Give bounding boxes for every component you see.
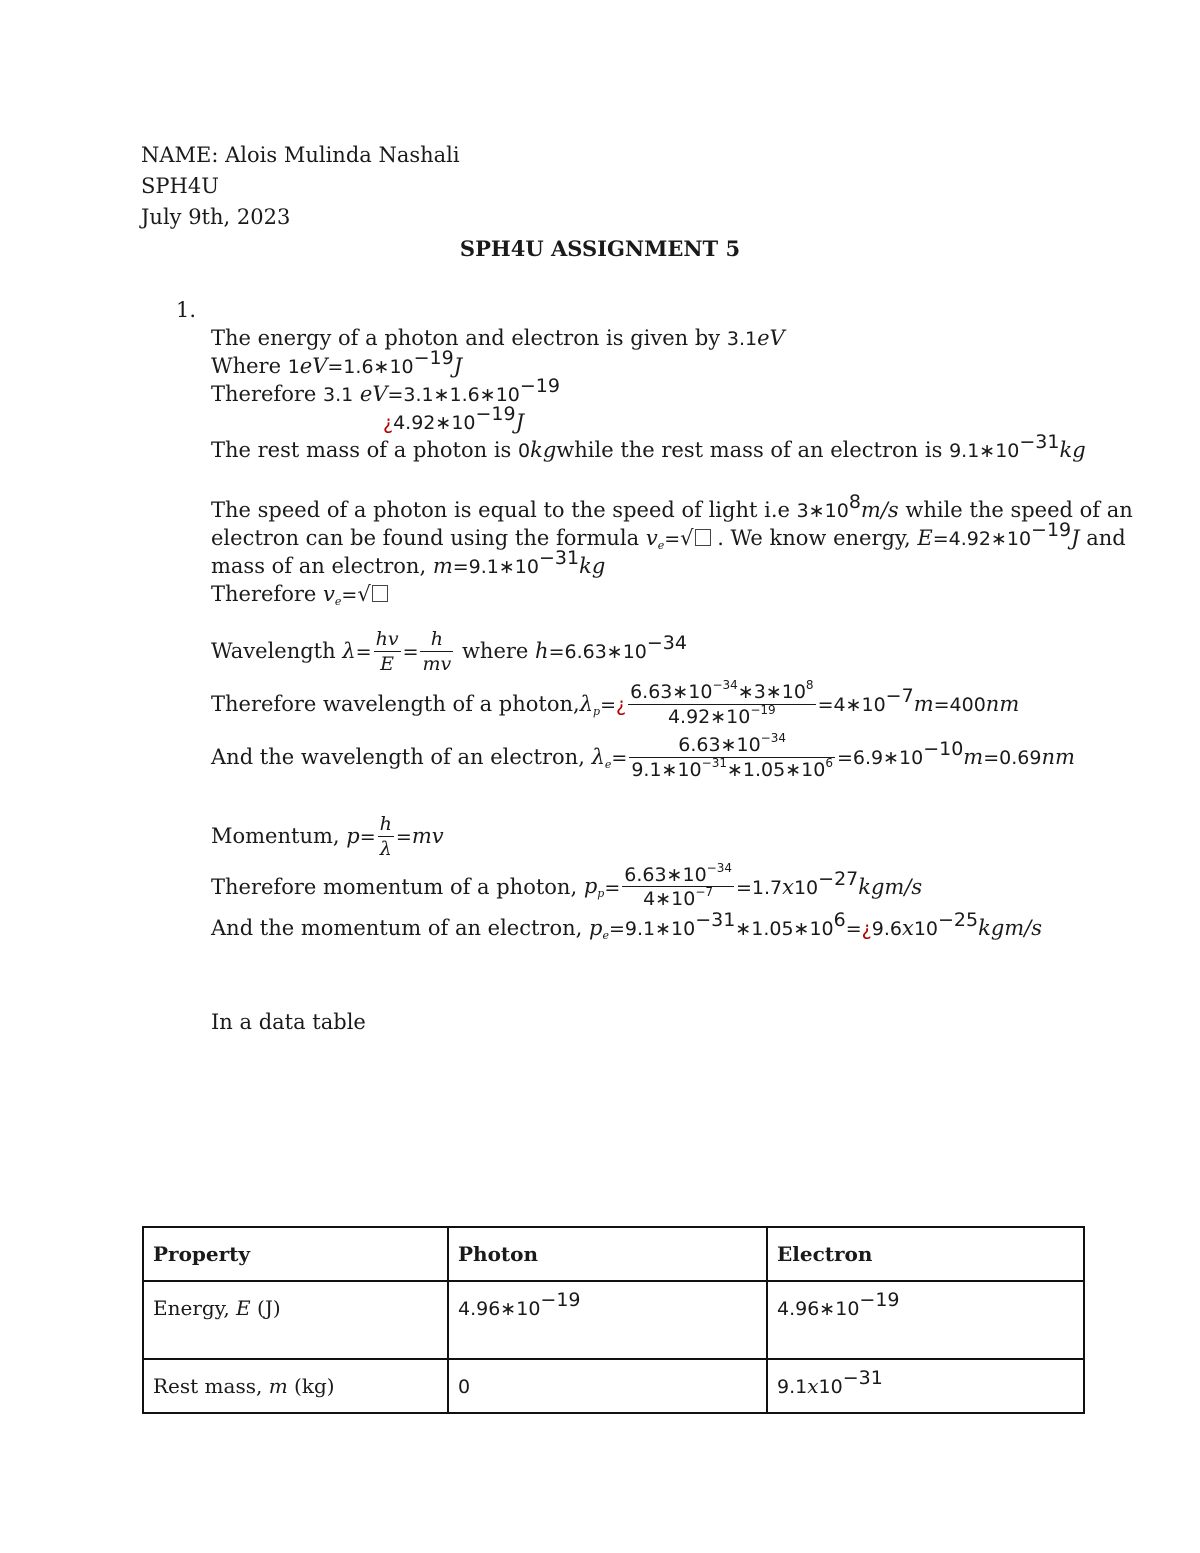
- rest-mass-electron-exp: −31: [1019, 431, 1060, 453]
- table-intro: In a data table: [211, 1010, 366, 1035]
- electron-text-b: . We know energy,: [717, 526, 911, 550]
- speed-of-light: 3∗10: [796, 500, 849, 522]
- photon-wl-num: 6.63∗10: [630, 680, 713, 703]
- table-cell-property: [143, 1359, 448, 1413]
- data-table: [142, 1226, 1085, 1414]
- photon-wl-den-exp: −19: [750, 702, 776, 717]
- electron-p-result-exp: −25: [938, 909, 979, 932]
- electron-p-eq: =9.1∗10: [608, 918, 696, 941]
- where-text: Where: [211, 354, 282, 378]
- electron-wl-result: =6.9∗10: [836, 746, 924, 769]
- conversion-result-line: ¿$4.92∗10^{-19}J$: [383, 403, 525, 434]
- date: July 9th, 2023: [141, 205, 291, 229]
- cell-symbol: E: [236, 1296, 251, 1320]
- photon-p-label: Therefore momentum of a photon,: [211, 874, 578, 899]
- electron-wl-nm: =0.69: [983, 746, 1042, 769]
- photon-wl-num2: ∗3∗10: [737, 680, 806, 703]
- planck-value: =6.63∗10: [548, 640, 647, 663]
- cell-text: Rest mass,: [153, 1374, 263, 1398]
- ev-def-lhs: 1: [287, 356, 300, 378]
- electron-mass-line: mass of an electron, $m=9.1∗10^{-31}kg$: [211, 547, 606, 578]
- photon-wavelength-line: Therefore wavelength of a $photon,\lambda_p=¿$ $\frac{6.63∗10^{-34}∗3∗10^8}{4.92∗10^{-19}}$ $=4∗10^{-7}m=400nm$: [211, 677, 1020, 728]
- rest-mass-zero: 0: [518, 440, 531, 462]
- table-row: [143, 1281, 1084, 1359]
- conv-exp: −19: [519, 375, 560, 397]
- electron-wl-den-exp: −31: [701, 755, 727, 770]
- cell-value: 4.96∗10: [777, 1298, 860, 1320]
- conv-lhs: 3.1: [323, 384, 354, 406]
- energy-E-exp: −19: [1031, 519, 1072, 541]
- course-code: SPH4U: [141, 174, 219, 198]
- photon-wl-result-exp: −7: [885, 684, 914, 707]
- mass-text: mass of an electron,: [211, 554, 427, 578]
- photon-wl-num2-exp: 8: [805, 677, 814, 692]
- speed-text-a: The speed of a photon is equal to the speed of light i.e: [211, 498, 790, 522]
- electron-wl-num-exp: −34: [760, 730, 786, 745]
- energy-intro-line: [211, 326, 1111, 350]
- photon-wl-label: Therefore wavelength of a photon,: [211, 691, 580, 716]
- cell-symbol: m: [268, 1374, 288, 1398]
- electron-wl-num: 6.63∗10: [678, 733, 761, 756]
- photon-p-result-exp: −27: [818, 867, 859, 890]
- electron-p-exp: −31: [695, 909, 736, 932]
- question-number: 1.: [176, 298, 197, 322]
- student-name: Alois Mulinda Nashali: [225, 143, 460, 167]
- photon-p-result: =1.7: [735, 876, 783, 899]
- planck-exp: −34: [646, 631, 687, 654]
- cell-value: 4.96∗10: [458, 1298, 541, 1320]
- table-row: [143, 1359, 1084, 1413]
- ev-def-exp: −19: [413, 347, 454, 369]
- rest-mass-text-a: The rest mass of a photon is: [211, 438, 512, 462]
- column-header: Photon: [448, 1227, 767, 1281]
- placeholder-box-icon: [372, 585, 388, 602]
- electron-text-a: electron can be found using the formula: [211, 526, 640, 550]
- rest-mass-kg: kg: [530, 438, 557, 462]
- photon-wl-den: 4.92∗10: [667, 705, 751, 728]
- speed-text-b: while the speed of an: [905, 498, 1133, 522]
- conv-eq: =3.1∗1.6∗10: [387, 384, 520, 406]
- speed-of-light-exp: 8: [848, 491, 861, 513]
- table-cell-photon: [448, 1281, 767, 1359]
- electron-formula-line: electron can be found using the formula $v_e=√$ . We know energy, $E=4.92∗10^{-19}J$ and: [211, 519, 1126, 552]
- photon-wl-nm: =400: [933, 693, 986, 716]
- table-cell-electron: [767, 1281, 1084, 1359]
- momentum-label: Momentum,: [211, 823, 340, 848]
- column-header: Electron: [767, 1227, 1084, 1281]
- cell-exp: −19: [540, 1289, 581, 1311]
- energy-E-value: =4.92∗10: [932, 528, 1032, 550]
- electron-wl-label: And the wavelength of an electron,: [211, 744, 585, 769]
- cell-text: Energy,: [153, 1296, 230, 1320]
- electron-p-result: 9.6: [871, 918, 902, 941]
- ev-def-eq: =1.6∗10: [327, 356, 414, 378]
- therefore-text: Therefore: [211, 382, 317, 406]
- cell-unit: (J): [257, 1296, 281, 1320]
- placeholder-box-icon: [695, 529, 711, 546]
- and-text: and: [1086, 526, 1126, 550]
- cell-exp: −31: [842, 1367, 883, 1389]
- photon-p-num-exp: −34: [706, 860, 732, 875]
- photon-p-num: 6.63∗10: [624, 863, 707, 886]
- conv-result-exp: −19: [475, 403, 516, 425]
- header-block: [141, 140, 460, 233]
- electron-wl-den: 9.1∗10: [631, 758, 702, 781]
- table-cell-photon: [448, 1359, 767, 1413]
- therefore-ve-text: Therefore: [211, 582, 317, 606]
- therefore-ve-line: Therefore $v_e=√$: [211, 582, 1111, 606]
- cell-value: 0: [458, 1376, 471, 1398]
- wavelength-formula-line: Wavelength λ= $\frac{hv}{E}$ = $\frac{h}{mv}$ where $h=6.63∗10^{-34}$: [211, 628, 687, 675]
- photon-wl-num-exp: −34: [712, 677, 738, 692]
- electron-p-exp2: 6: [833, 909, 846, 932]
- where-text-2: where: [461, 638, 529, 663]
- photon-p-den-exp: −7: [695, 885, 714, 900]
- ev-definition-line: Where $1eV=1.6∗10^{-19}J$: [211, 347, 463, 378]
- answer-body: [211, 326, 1133, 1035]
- electron-p-eq2: ∗1.05∗10: [735, 918, 834, 941]
- photon-momentum-line: Therefore momentum of a photon, $p_p=$ $\frac{6.63∗10^{-34}}{4∗10^{-7}}$ $=1.7x10^{-27}kgm/s$: [211, 860, 923, 911]
- electron-p-label: And the momentum of an electron,: [211, 916, 583, 941]
- page-title: SPH4U ASSIGNMENT 5: [459, 236, 741, 261]
- electron-momentum-line: And the momentum of an electron, $p_e=9.1∗10^{-31}∗1.05∗10^6=¿9.6x10^{-25}kgm/s$: [211, 909, 1043, 943]
- conversion-line: Therefore 3.1 $eV=3.1∗1.6∗10^{-19}$: [211, 375, 560, 406]
- speed-line: [211, 491, 1133, 522]
- mass-exp: −31: [538, 547, 580, 569]
- photon-p-den: 4∗10: [643, 888, 696, 911]
- cell-value: 9.1: [777, 1376, 808, 1398]
- column-header: Property: [143, 1227, 448, 1281]
- mass-value: =9.1∗10: [452, 556, 539, 578]
- electron-wl-den2: ∗1.05∗10: [726, 758, 826, 781]
- wavelength-label: Wavelength: [211, 638, 336, 663]
- rest-mass-line: The rest mass of a photon is 0kgwhile the rest mass of an electron is $9.1∗10^{-31}kg$: [211, 431, 1086, 462]
- speed-unit: m/s: [860, 498, 899, 522]
- photon-wl-result: =4∗10: [817, 693, 886, 716]
- conv-result: 4.92∗10: [393, 412, 476, 434]
- electron-wl-result-exp: −10: [923, 737, 964, 760]
- momentum-formula-line: Momentum, p= $\frac{h}{\lambda}$ =mv: [211, 812, 444, 860]
- electron-wavelength-line: And the wavelength of an electron, $\lambda_e=$ $\frac{6.63∗10^{-34}}{9.1∗10^{-31}∗1.05∗10^6}$ $=6.9∗10^{-10}m=0.69nm$: [211, 730, 1075, 781]
- electron-wl-den2-exp: 6: [825, 755, 833, 770]
- rest-mass-text-b: while the rest mass of an electron is: [556, 438, 943, 462]
- energy-value: 3.1: [726, 328, 758, 350]
- table-cell-electron: $9.1x10^{-31}$: [767, 1359, 1084, 1413]
- name-label: NAME:: [141, 143, 219, 167]
- energy-intro-text: The energy of a photon and electron is given by: [211, 326, 721, 350]
- name-line: [141, 140, 460, 171]
- cell-unit: (kg): [294, 1374, 335, 1398]
- table-cell-property: [143, 1281, 448, 1359]
- cell-exp: −19: [859, 1289, 900, 1311]
- table-header-row: [143, 1227, 1084, 1281]
- rest-mass-electron: 9.1∗10: [949, 440, 1020, 462]
- energy-unit: eV: [757, 326, 785, 350]
